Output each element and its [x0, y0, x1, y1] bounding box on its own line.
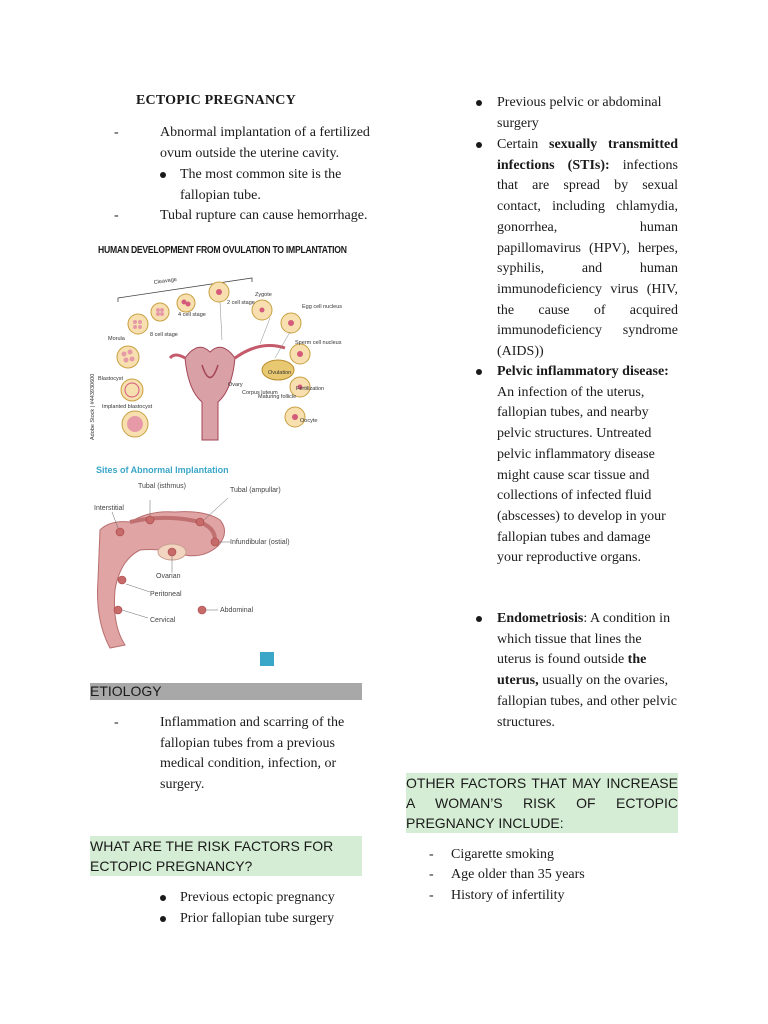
other-item-1: Cigarette smoking — [451, 847, 555, 862]
dash-marker: - — [429, 847, 434, 862]
label-abdominal: Abdominal — [220, 607, 254, 614]
implantation-illustration — [90, 460, 290, 670]
bullet-dot — [476, 100, 482, 106]
label-morula: Morula — [108, 336, 125, 342]
intro-item-2: Tubal rupture can cause hemorrhage. — [160, 208, 368, 223]
brand-logo — [260, 652, 274, 666]
label-blastocyst: Blastocyst — [98, 376, 124, 382]
right-bullet-2 — [497, 135, 678, 363]
bullet-dot — [476, 369, 482, 375]
page-title: ECTOPIC PREGNANCY — [136, 93, 296, 108]
label-oocyte: Oocyte — [300, 418, 318, 424]
risk-item-1: Previous ectopic pregnancy — [180, 890, 335, 905]
figure-human-development — [90, 240, 347, 445]
label-4-cell: 4 cell stage — [178, 312, 206, 318]
bullet-dot — [160, 172, 166, 178]
endometriosis-description-end: usually on the ovaries, fallopian tubes, and other pelvic structures. — [497, 673, 677, 730]
sti-prefix: Certain — [497, 137, 549, 152]
dash-marker: - — [114, 125, 119, 140]
right-bullet-4 — [497, 609, 678, 733]
bullet-dot — [160, 916, 166, 922]
endometriosis-description: : A condition in which tissue that lines the uterus is found outside — [497, 611, 671, 668]
etiology-item: Inflammation and scarring of the fallopian tubes from a previous medical condition, infection, or surgery. — [160, 715, 345, 793]
risk-item-2: Prior fallopian tube surgery — [180, 911, 335, 926]
dash-marker: - — [429, 867, 434, 882]
risk-heading: WHAT ARE THE RISK FACTORS FOR ECTOPIC PREGNANCY? — [90, 836, 362, 876]
label-8-cell: 8 cell stage — [150, 332, 178, 338]
bullet-dot — [160, 895, 166, 901]
other-item-2: Age older than 35 years — [451, 867, 585, 882]
label-corpus-luteum: Corpus luteum — [242, 390, 278, 396]
bullet-dot — [476, 616, 482, 622]
label-ovarian: Ovarian — [156, 573, 181, 580]
development-illustration — [90, 240, 343, 445]
label-interstitial: Interstitial — [94, 505, 124, 512]
dash-marker: - — [114, 715, 119, 730]
etiology-heading: ETIOLOGY — [90, 683, 362, 700]
figure-title: HUMAN DEVELOPMENT FROM OVULATION TO IMPLANTATION — [98, 244, 347, 256]
label-tubal-isthmus: Tubal (isthmus) — [138, 483, 186, 490]
endometriosis-emphasis: the uterus, — [497, 652, 647, 689]
label-egg-nucleus: Egg cell nucleus — [302, 304, 343, 310]
sti-term: sexually transmitted infections (STIs): — [497, 137, 678, 173]
label-2-cell: 2 cell stage — [227, 300, 255, 306]
intro-sub-1: The most common site is the fallopian tube. — [180, 167, 342, 203]
label-sperm-nucleus: Sperm cell nucleus — [295, 340, 342, 346]
endometriosis-term: Endometriosis — [497, 611, 584, 626]
label-peritoneal: Peritoneal — [150, 591, 182, 598]
label-cervical: Cervical — [150, 617, 176, 624]
pid-term: Pelvic inflammatory disease: — [497, 364, 669, 379]
pid-description: An infection of the uterus, fallopian tubes, and nearby pelvic structures. Untreated pelvic inflammatory disease might cause scar tissue and collections of infected fluid (abscesses) to develop in your fallopian tubes and damage your reproductive organs. — [497, 384, 666, 566]
dash-marker: - — [114, 208, 119, 223]
bullet-dot — [476, 142, 482, 148]
label-implanted-blastocyst: Implanted blastocyst — [102, 404, 153, 410]
label-zygote: Zygote — [255, 292, 272, 298]
label-infundibular: Infundibular (ostial) — [230, 539, 290, 546]
intro-item-1: Abnormal implantation of a fertilized ovum outside the uterine cavity. — [160, 125, 370, 161]
figure-abnormal-implantation — [90, 460, 290, 670]
stock-credit: Adobe Stock | #443930600 — [90, 373, 96, 440]
label-maturing-follicle: Maturing follicle — [258, 394, 297, 400]
sti-description: infections that are spread by sexual contact, including chlamydia, gonorrhea, human papillomavirus (HPV), herpes, syphilis, and human immunodeficiency virus (HIV, the cause of acquired immunodeficiency syndrome (AIDS)) — [497, 157, 678, 360]
other-factors-heading: OTHER FACTORS THAT MAY INCREASE A WOMAN’S RISK OF ECTOPIC PREGNANCY INCLUDE: — [406, 775, 678, 831]
other-item-3: History of infertility — [451, 888, 565, 903]
right-bullet-3 — [497, 362, 678, 569]
label-fertilization: Fertilization — [296, 386, 325, 392]
label-cleavage: Cleavage — [153, 276, 178, 286]
label-tubal-ampullar: Tubal (ampullar) — [230, 487, 281, 494]
dash-marker: - — [429, 888, 434, 903]
figure-title: Sites of Abnormal Implantation — [96, 465, 229, 475]
label-ovary: Ovary — [228, 382, 243, 388]
right-bullet-1: Previous pelvic or abdominal surgery — [497, 95, 662, 131]
label-ovulation: Ovulation — [268, 370, 292, 376]
